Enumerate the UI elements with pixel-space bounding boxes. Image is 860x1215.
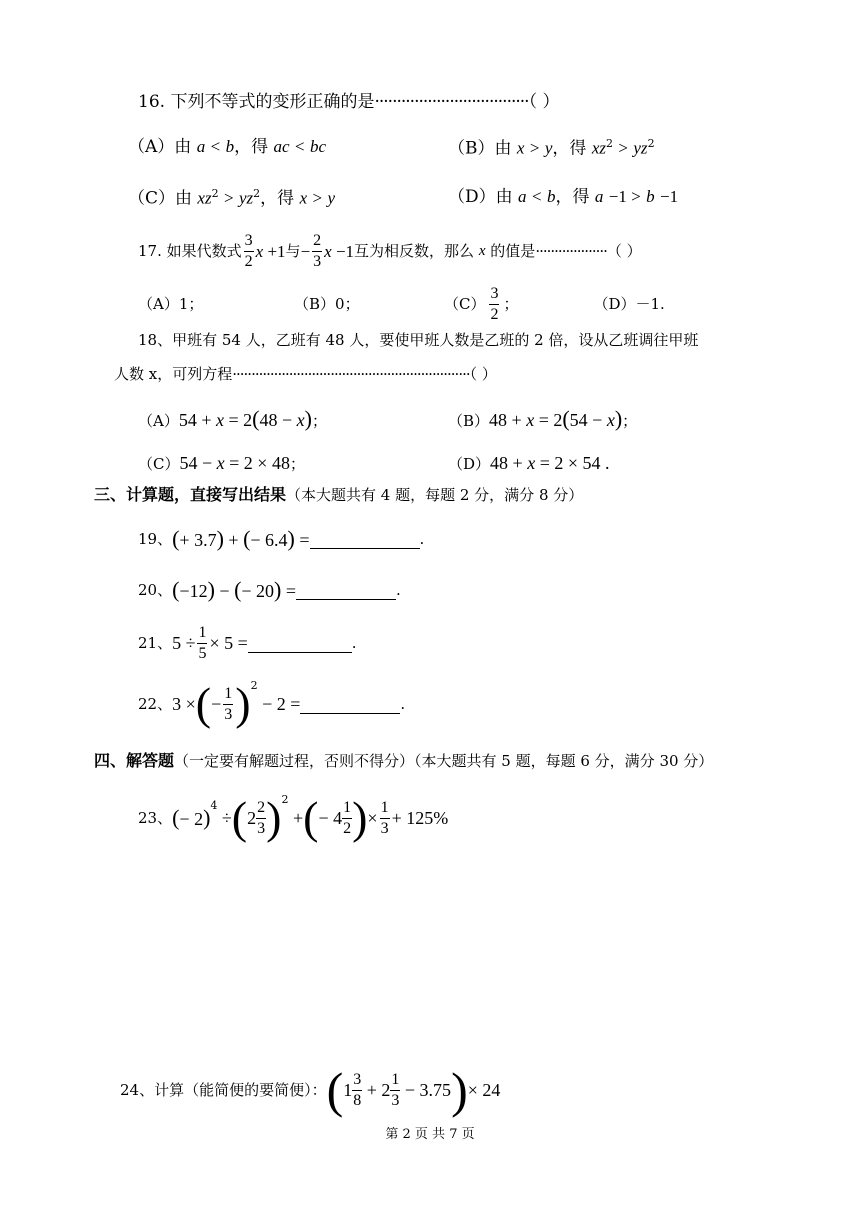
q18-option-c: （C）54 − x = 2 × 48； [138,453,305,473]
q16-stem: 16. 下列不等式的变形正确的是···································（ ） [138,92,560,112]
q20: 20、 (−12) − (− 20) = . [138,577,401,602]
section-4-heading: 四、解答题（一定要有解题过程，否则不得分）（本大题共有 5 题，每题 6 分，满分 30 分） [94,751,714,770]
q18-line1: 18、甲班有 54 人，乙班有 48 人，要使甲班人数是乙班的 2 倍，设从乙班调往甲班 [138,331,699,349]
q16-option-a: （A）由 a < b，得 ac < bc [128,137,326,157]
q21: 21、 5 ÷ $\frac{1}{5}$ × 5 = . [138,623,357,662]
q16-option-d: （D）由 a < b，得 a −1 > b −1 [448,187,679,207]
q18-option-d: （D）48 + x = 2 × 54 . [448,453,610,473]
q16-option-c: （C）由 $xz^2 > yz^2$，得 x > y [128,187,336,209]
q23: 23、 (− 2) $^4$ ÷ ( 2 $\frac{2}{3}$ ) $^2$ + ( − 4 $\frac{1}{2}$ ) × $\frac{1}{3}$ + 125% [138,792,449,843]
q19: 19、 (+ 3.7) + (− 6.4) = . [138,526,425,551]
q24: 24、计算（能简便的要简便）： ( 1 $\frac{3}{8}$ + 2 $\frac{1}{3}$ − 3.75 ) × 24 [120,1062,501,1118]
q16-option-b: （B）由 x > y，得 $xz^2 > yz^2$ [448,137,655,159]
page-footer: 第 2 页 共 7 页 [385,1127,475,1142]
section-3-heading: 三、计算题，直接写出结果（本大题共有 4 题，每题 2 分，满分 8 分） [94,485,584,504]
q22: 22、 3 × ( − $\frac{1}{3}$ ) $^2$ − 2 = . [138,678,406,729]
q18-option-a: （A）54 + x = 2(48 − x)； [138,406,327,431]
q17-stem: 17. 如果代数式 $\frac{3}{2}$ x +1 与 − $\frac{2}{3}$ x −1 互为相反数，那么 x 的值是 ··················· （ ） [138,231,642,270]
q18-option-b: （B）48 + x = 2(54 − x)； [448,406,638,431]
q17-options: （A）1； （B）0； （C） $\frac{3}{2}$ ； （D）－1. [138,284,665,323]
q18-line2: 人数 x，可列方程·······························································（ ） [114,365,497,383]
